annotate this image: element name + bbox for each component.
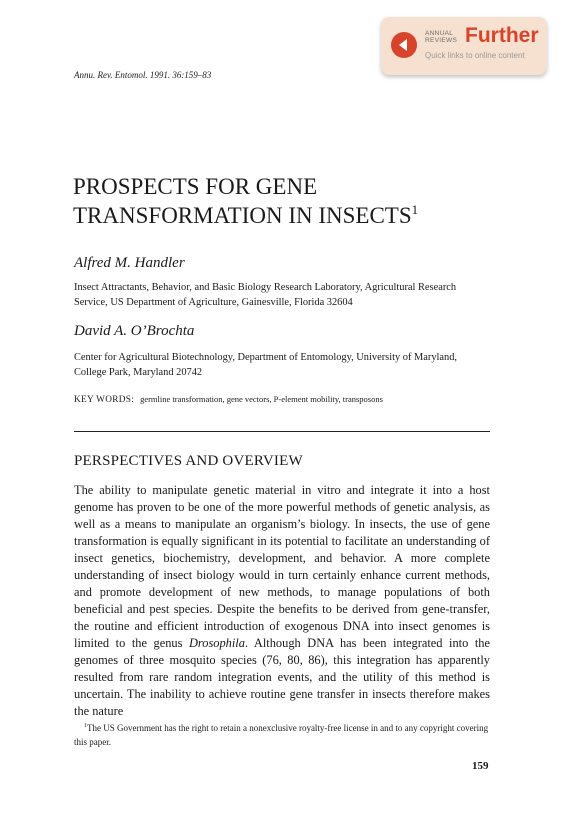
footnote: $^1$The US Government has the right to retain a nonexclusive royalty-free license in and to any copyright covering this paper. <box>74 723 489 747</box>
keywords-label: KEY WORDS: <box>74 395 135 405</box>
author-affiliation-1: Insect Attractants, Behavior, and Basic Biology Research Laboratory, Agricultural Research Service, US Department of Agriculture, Gainesville, Florida 32604 <box>74 282 457 308</box>
page-number: 159 <box>472 760 489 772</box>
section-divider <box>74 431 490 432</box>
body-paragraph: The ability to manipulate genetic material in vitro and integrate it into a host genome has proven to be one of the more powerful methods of genetic analysis, as well as a means to manipulate an organism’s biology. In insects, the use of gene transformation is equally significant in its potential to facilitate an understanding of insect genetics, biochemistry, development, and behavior. A more complete understanding of insect biology would in turn certainly enhance current methods, and promote development of new methods, to manage populations of both beneficial and pest species. Despite the benefits to be derived from gene-transfer, the routine and efficient introduction of exogenous DNA into insect genomes is limited to the genus Drosophila. Although DNA has been integrated into the genomes of three mosquito species (76, 80, 86), this integration has apparently resulted from rare random integration events, and the utility of this method is uncertain. The inability to achieve routine gene transfer in insects therefore makes the nature <box>74 483 490 718</box>
annual-reviews-logo: ANNUAL REVIEWS <box>425 30 458 44</box>
journal-citation: Annu. Rev. Entomol. 1991. 36:159–83 <box>74 70 212 80</box>
quick-links-label: Quick links to online content <box>425 51 525 60</box>
back-arrow-icon <box>391 32 417 58</box>
keywords-list: germline transformation, gene vectors, P-element mobility, transposons <box>140 394 383 404</box>
keywords <box>74 394 383 405</box>
section-heading: PERSPECTIVES AND OVERVIEW <box>74 453 303 469</box>
footnote-mark: 1 <box>84 723 87 729</box>
genus-name: Drosophila <box>188 636 245 650</box>
author-name-1: Alfred M. Handler <box>74 255 185 271</box>
article-title: PROSPECTS FOR GENE TRANSFORMATION IN INSECTS$^1$ <box>73 174 419 228</box>
author-affiliation-2: Center for Agricultural Biotechnology, Department of Entomology, University of Maryland, College Park, Maryland 20742 <box>74 352 458 378</box>
further-label: Further <box>465 24 539 47</box>
author-name-2: David A. O’Brochta <box>74 323 195 339</box>
title-footnote-mark: 1 <box>411 202 419 217</box>
further-link-badge[interactable] <box>381 17 547 75</box>
